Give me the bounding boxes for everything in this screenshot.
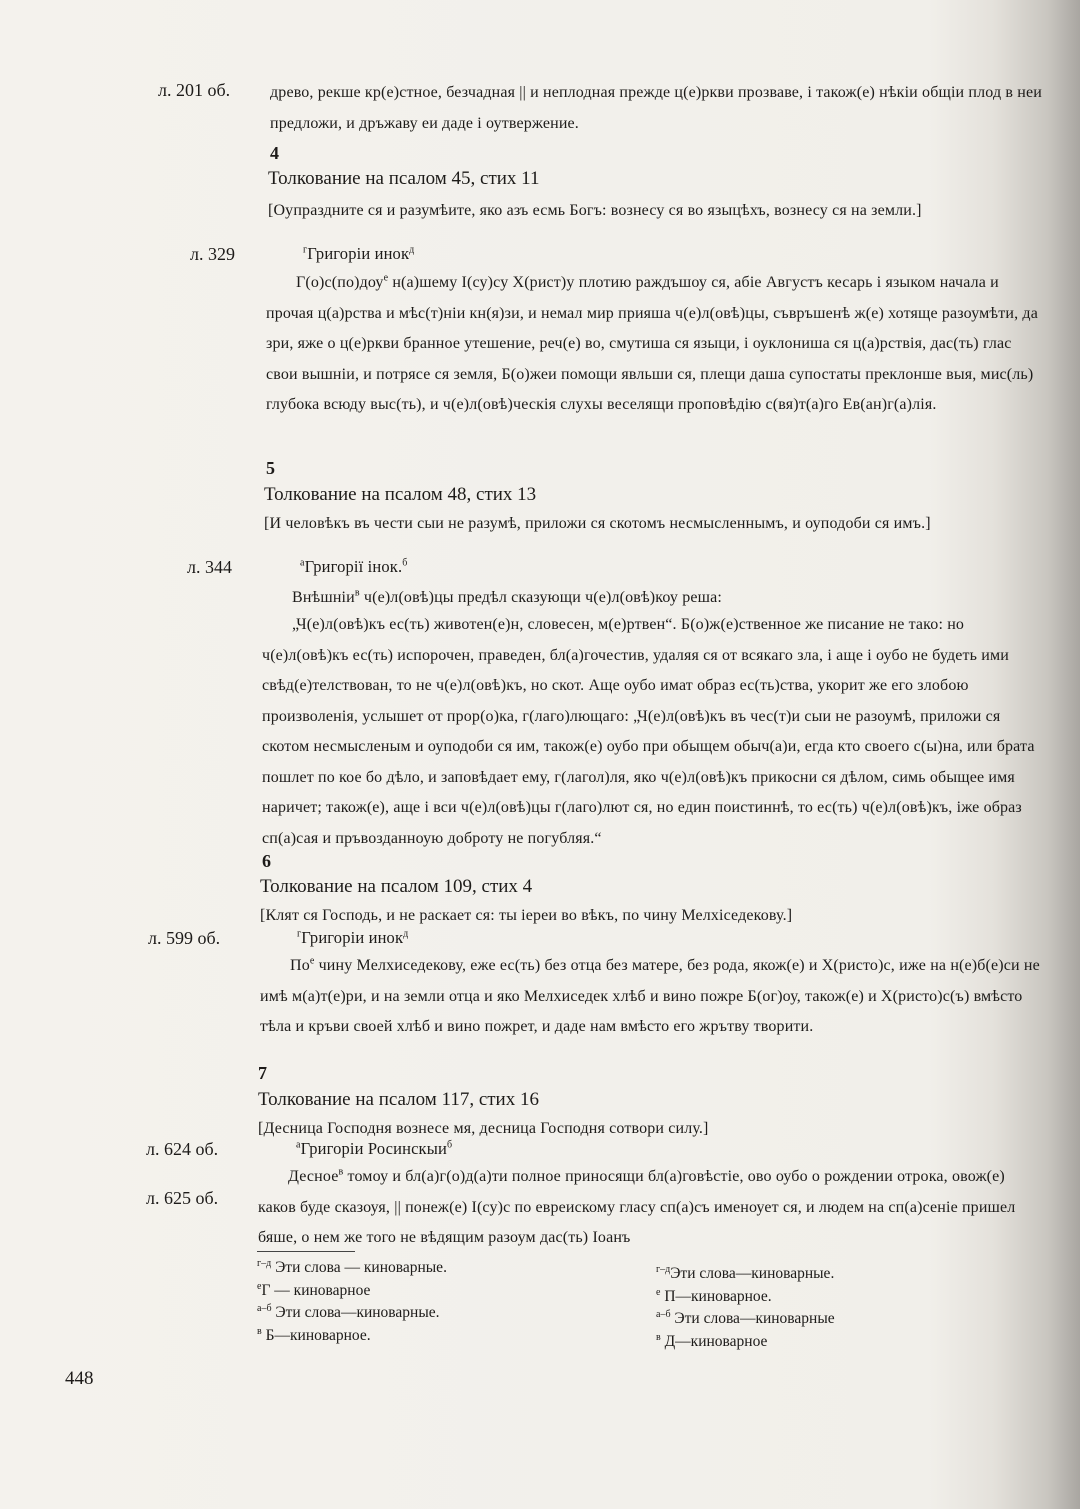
folio-ref: л. 329 — [190, 244, 235, 264]
section-number: 4 — [270, 143, 279, 163]
author-name: $^г$Григоріи инок$^д$ — [297, 928, 409, 947]
footnote: $^{а-б}$ Эти слова—киноварные. — [257, 1302, 440, 1321]
section-heading: Толкование на псалом 109, стих 4 — [260, 876, 533, 897]
folio-ref: л. 599 об. — [148, 928, 221, 948]
commentary-intro: Внѣшніи$^в$ ч(е)л(овѣ)цы предѣл сказующи ч(е)л(овѣ)коу реша: — [292, 587, 722, 606]
footnote: $^е$Г — киноварное — [257, 1280, 371, 1299]
footnote: $^е$ П—киноварное. — [656, 1286, 772, 1305]
psalm-verse: [Десница Господня вознесе мя, десница Господня сотвори силу.] — [258, 1120, 709, 1137]
section-heading: Толкование на псалом 48, стих 13 — [264, 484, 537, 505]
folio-ref: л. 624 об. — [146, 1139, 219, 1159]
section-heading: Толкование на псалом 117, стих 16 — [258, 1089, 539, 1110]
author-name: $^г$Григоріи инок$^д$ — [303, 244, 415, 263]
footnote: $^в$ Д—киноварное — [656, 1331, 768, 1350]
section-number: 5 — [266, 458, 275, 478]
folio-ref: л. 344 — [187, 557, 232, 577]
psalm-verse: [Клят ся Господь, и не раскает ся: ты іереи во вѣкъ, по чину Мелхіседекову.] — [260, 907, 793, 924]
footnote: $^{г-д}$Эти слова—киноварные. — [656, 1263, 835, 1282]
section-heading: Толкование на псалом 45, стих 11 — [268, 168, 540, 189]
section-number: 6 — [262, 851, 271, 871]
psalm-verse: [Оупраздните ся и разумѣите, яко азъ есмь Богъ: вознесу ся во языцѣхъ, вознесу ся на земли.] — [268, 202, 922, 219]
commentary-body: Десное$^в$ томоу и бл(а)г(о)д(а)ти полное приносящи бл(а)говѣстіе, ово оубо о рождении отрока, овож(е) каков буде сказоуя, || понеж(е) І(су)с по евреискому гласу сп(а)съ именоует ся, и людем на сп(а)сеніе пришел бяше, о нем же того не вѣдящим разоум дас(ть) Іоанъ — [258, 1166, 1016, 1246]
folio-ref: л. 201 об. — [158, 80, 231, 100]
page-number: 448 — [65, 1368, 94, 1389]
footnote: $^{а-б}$ Эти слова—киноварные — [656, 1308, 835, 1327]
psalm-verse: [И человѣкъ въ чести сыи не разумѣ, приложи ся скотомъ несмысленнымъ, и оуподоби ся имъ.] — [264, 515, 931, 532]
footnote: $^в$ Б—киноварное. — [257, 1325, 371, 1344]
section-number: 7 — [258, 1063, 267, 1083]
commentary-body: „Ч(е)л(овѣ)къ ес(ть) животен(е)н, словесен, м(е)ртвен“. Б(о)ж(е)ственное же писание не тако: но ч(е)л(овѣ)къ ес(ть) испорочен, праведен, бл(а)гочестив, удаляя ся от всякаго зла, і аще і оубо не будеть ими свѣд(е)телствован, то не ч(е)л(овѣ)къ, но скот. Аще оубо имат образ ес(ть)ства, укорит же его злобою произволенія, услышет от прор(о)ка, г(лаго)лющаго: „Ч(е)л(овѣ)къ въ чес(т)и сыи не разоумѣ, приложи ся скотом несмысленым и оуподоби ся им, також(е) оубо при обыщем обыч(а)и, егда кто своего с(ы)на, или брата пошлет по кое бо дѣло, и заповѣдает ему, г(лагол)ля, яко ч(е)л(овѣ)къ прикосни ся дѣлом, симь обыщее имя наричет; також(е), аще і вси ч(е)л(овѣ)цы г(лаго)лют ся, но един поистиннѣ, то ес(ть) ч(е)л(овѣ)къ, іже образ сп(а)сая и пръвозданноую доброту не погубляя.“ — [262, 616, 1035, 847]
author-name: $^а$Григоріи Росинскыи$^б$ — [296, 1139, 453, 1158]
author-name: $^а$Григорії інок.$^б$ — [300, 557, 408, 576]
continuation-text: древо, рекше кр(е)стное, безчадная || и неплодная прежде ц(е)ркви прозваве, і також(е) нѣкіи общіи плод в неи предложи, и дръжаву еи даде і оутвержение. — [270, 84, 1042, 132]
footnote: $^{г-д}$ Эти слова — киноварные. — [257, 1257, 447, 1276]
commentary-body: Г(о)с(по)доу$^е$ н(а)шему І(су)су Х(рист)у плотию раждъшоу ся, абіе Августъ кесарь і языком начала и прочая ц(а)рства и мѣс(т)ніи кн(я)зи, и немал мир прияша ч(е)л(овѣ)цы, съвръшенѣ ж(е) хотяще разоумѣти, да зри, яже о ц(е)ркви бранное утешение, реч(е) во, смутиша ся языци, і оуклониша ся ц(а)рствія, дас(ть) глас свои вышніи, и потрясе ся земля, Б(о)жеи помощи явльши ся, плещи даша супостаты преклонше выя, мис(ль) глубока всюду выс(ть), и ч(е)л(овѣ)ческія слухы веселящи проповѣдію с(вя)т(а)го Ев(ан)г(а)лія. — [266, 272, 1038, 413]
footnote-rule — [257, 1251, 355, 1252]
commentary-body: $По^е$ чину Мелхиседекову, еже ес(ть) без отца без матере, без рода, якож(е) и Х(ристо)с, иже на н(е)б(е)си не имѣ м(а)т(е)ри, и на земли отца и яко Мелхиседек хлѣб и вино пожре Б(ог)оу, також(е) и Х(ристо)с(ъ) вмѣсто тѣла и кръви своей хлѣб и вино пожрет, и даде нам вмѣсто его жрътву творити. — [260, 955, 1040, 1035]
folio-ref: л. 625 об. — [146, 1188, 219, 1208]
